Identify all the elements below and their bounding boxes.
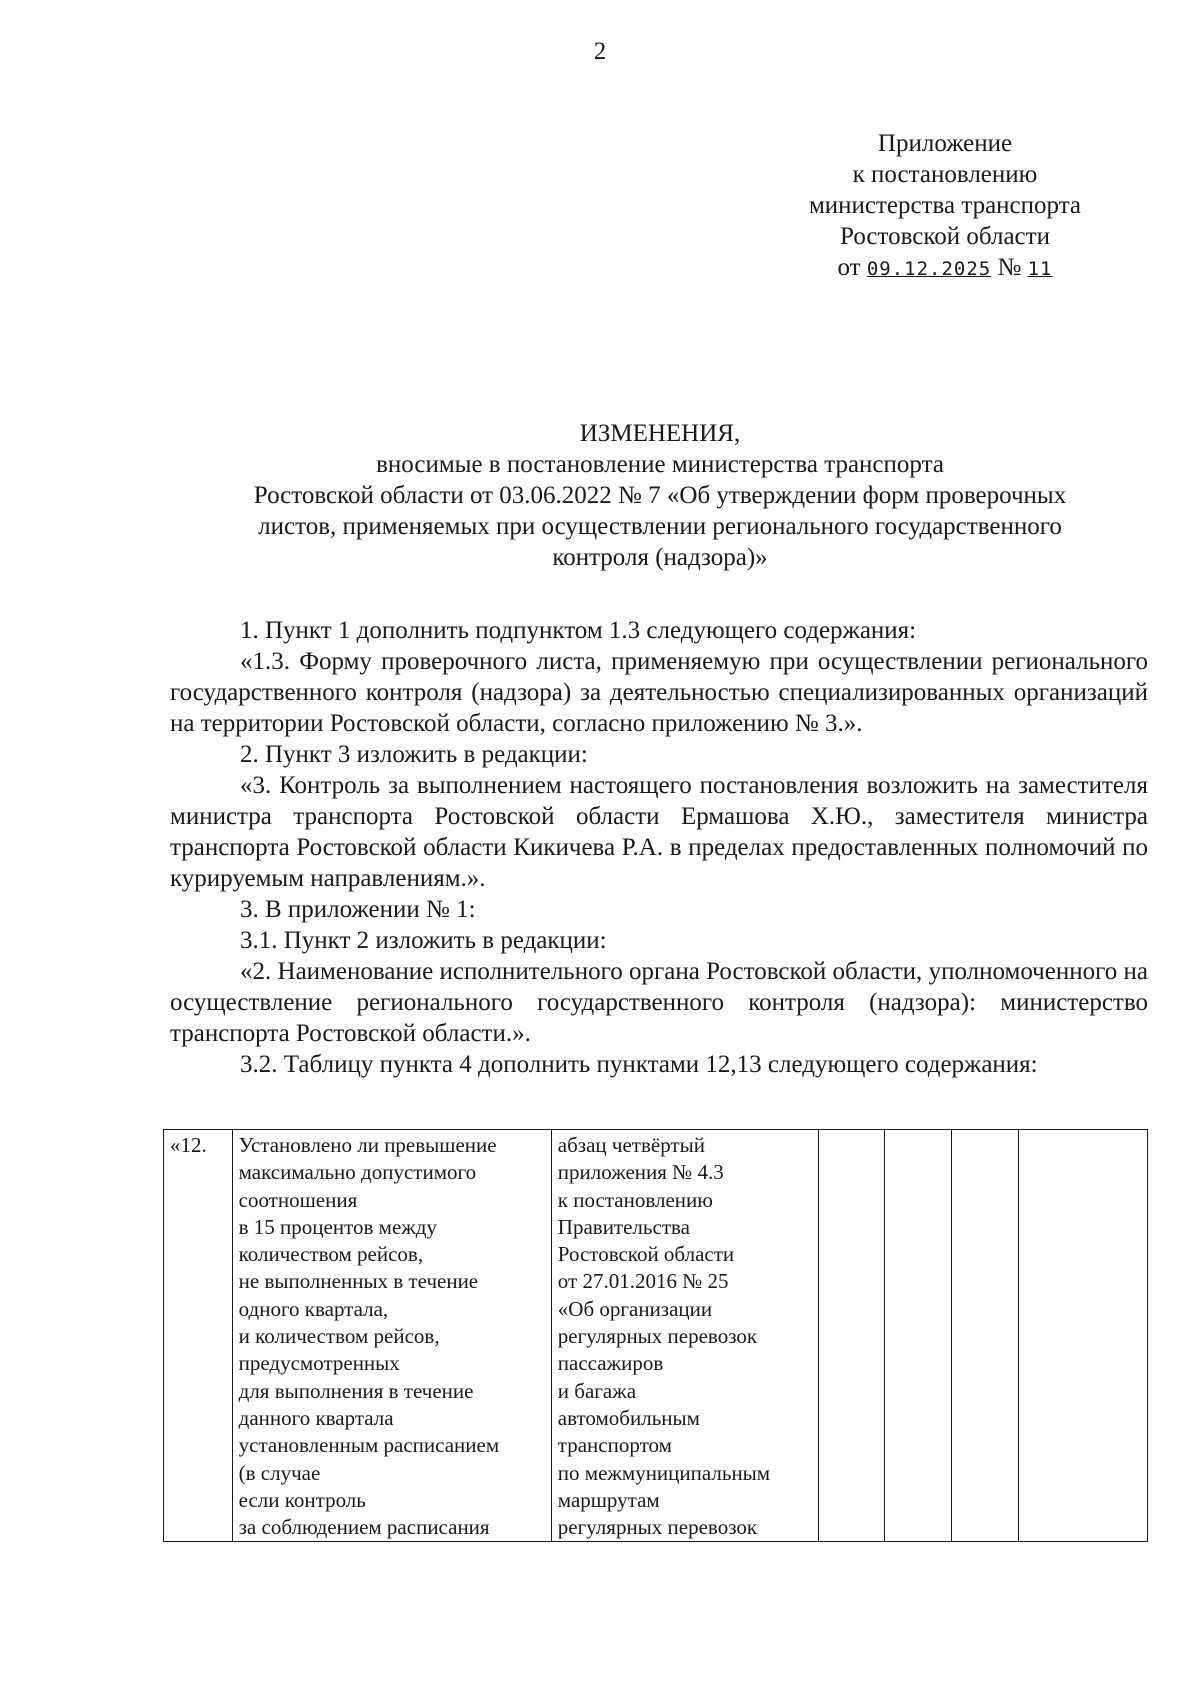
question-line: Установлено ли превышение [238,1133,497,1157]
paragraph: 1. Пункт 1 дополнить подпунктом 1.3 следующего содержания: [240,617,917,644]
empty-cell [952,1130,1019,1542]
appendix-date-line [780,252,1110,285]
reference-line: и багажа [557,1378,637,1403]
question-line: количеством рейсов, [238,1242,424,1267]
paragraph: «2. Наименование исполнительного органа Ростовской области, уполномоченного на осуществление регионального государственного контроля (надзора): министерство транспорта Ростовской области.». [170,958,1148,1047]
reference-line: приложения № 4.3 [557,1160,724,1185]
number-prefix: № [991,254,1028,281]
question-line: предусмотренных [238,1351,400,1376]
paragraph: «3. Контроль за выполнением настоящего постановления возложить на заместителя министра транспорта Ростовской области Ермашова Х.Ю., заместителя министра транспорта Ростовской области Кикичева Р.А. в пределах предоставленных полномочий по курируемым направлениям.». [170,772,1148,892]
paragraph: 3. В приложении № 1: [240,896,476,923]
question-line: максимально допустимого [238,1160,477,1185]
reference-line: от 27.01.2016 № 25 [557,1269,729,1294]
reference-cell [551,1130,818,1542]
paragraph: «1.3. Форму проверочного листа, применяемую при осуществлении регионального государственного контроля (надзора) за деятельностью специализированных организаций на территории Ростовской области, согласно приложению № 3.». [170,648,1148,737]
reference-line: к постановлению [557,1187,713,1212]
paragraph: 3.1. Пункт 2 изложить в редакции: [240,927,607,954]
question-line: установленным расписанием [238,1433,500,1458]
reference-line: Ростовской области [557,1242,735,1267]
question-line: соотношения [238,1187,358,1212]
paragraph: 2. Пункт 3 изложить в редакции: [240,741,588,768]
document-title [170,418,1150,573]
handwritten-number: 11 [1027,258,1053,280]
appendix-line: к постановлению [852,161,1038,188]
question-line: (в случае [238,1460,321,1485]
empty-cell [885,1130,952,1542]
reference-line: регулярных перевозок [557,1515,758,1540]
paragraph: 3.2. Таблицу пункта 4 дополнить пунктами 12,13 следующего содержания: [240,1051,1038,1078]
question-line: для выполнения в течение [238,1378,474,1403]
date-prefix: от [837,254,867,281]
reference-line: пассажиров [557,1351,664,1376]
reference-line: Правительства [557,1214,690,1239]
reference-line: автомобильным [557,1405,700,1430]
title-subtitle-line: Ростовской области от 03.06.2022 № 7 «Об утверждении форм проверочных [253,482,1067,509]
reference-line: маршрутам [557,1487,660,1512]
question-line: если контроль [238,1487,366,1512]
reference-line: по межмуниципальным [557,1460,771,1485]
page-number: 2 [593,38,607,65]
reference-line: транспортом [557,1433,672,1458]
appendix-header [780,128,1110,285]
empty-cell [819,1130,885,1542]
reference-line: абзац четвёртый [557,1133,705,1157]
question-line: в 15 процентов между [238,1214,437,1239]
question-line: и количеством рейсов, [238,1324,440,1349]
reference-line: регулярных перевозок [557,1324,758,1349]
appendix-line: министерства транспорта [808,192,1082,219]
title-subtitle-line: вносимые в постановление министерства транспорта [376,451,944,478]
handwritten-date: 09.12.2025 [866,258,992,280]
table-row [164,1130,1148,1542]
title-subtitle-line: листов, применяемых при осуществлении регионального государственного [258,513,1062,540]
row-number-cell: «12. [164,1130,233,1542]
document-body [170,615,1148,1080]
question-cell [232,1130,551,1542]
appendix-line: Ростовской области [840,223,1050,250]
appendix-line: Приложение [877,130,1013,157]
changes-table [163,1129,1148,1542]
reference-line: «Об организации [557,1296,713,1321]
empty-cell [1019,1130,1148,1542]
question-line: одного квартала, [238,1296,389,1321]
title-subtitle-line: контроля (надзора)» [552,544,768,571]
question-line: данного квартала [238,1405,394,1430]
title-heading: ИЗМЕНЕНИЯ, [579,420,741,447]
question-line: за соблюдением расписания [238,1515,490,1540]
question-line: не выполненных в течение [238,1269,479,1294]
